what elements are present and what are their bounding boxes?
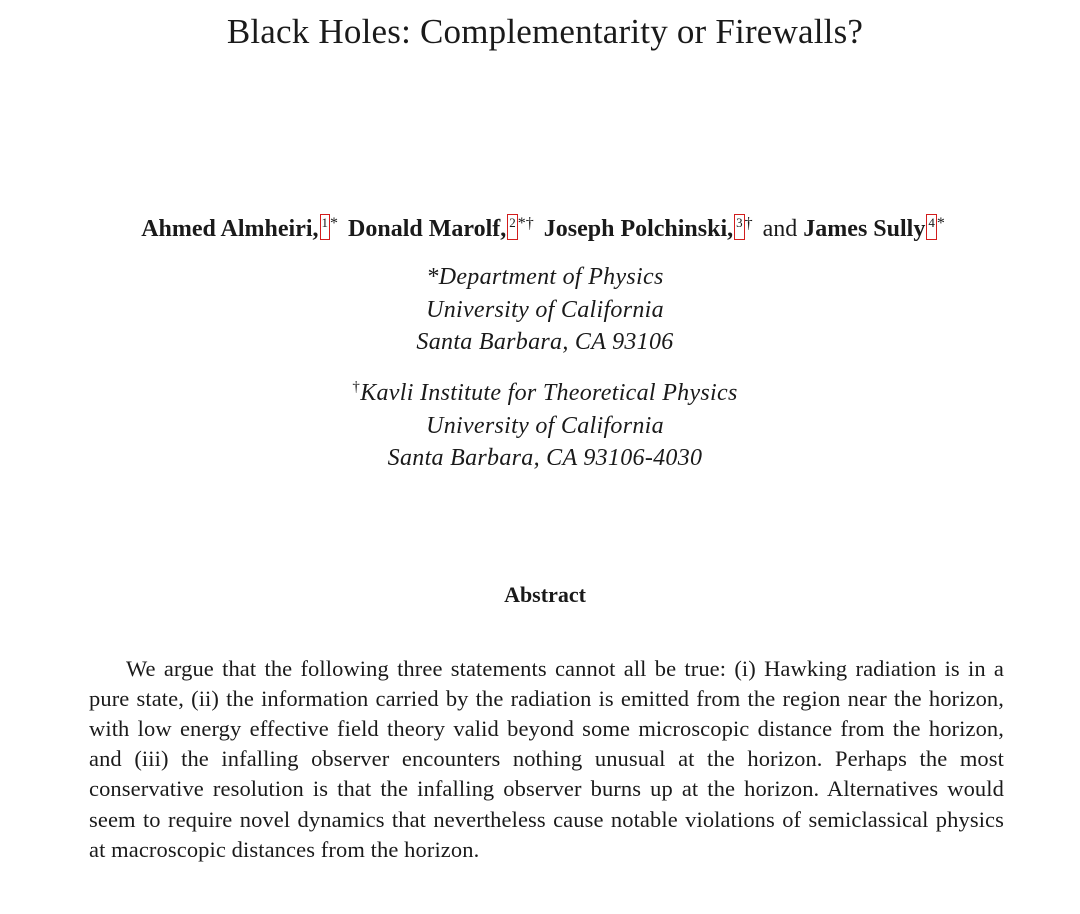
affiliation-line: Santa Barbara, CA 93106-4030 xyxy=(387,445,703,471)
affiliation-mark: *† xyxy=(517,215,534,232)
affiliation-line: University of California xyxy=(426,296,664,323)
affiliation-line: *Department of Physics xyxy=(426,264,664,290)
author-name: Ahmed Almheiri, xyxy=(141,216,319,242)
author-name: Donald Marolf, xyxy=(348,216,507,242)
abstract-text: We argue that the following three statements cannot all be true: (i) Hawking radiation is in a pure state, (ii) the information carried by the radiation is emitted from the region near the horizon, with low energy effective field theory valid beyond some microscopic distance from the horizon, and (iii) the infalling observer encounters nothing unusual at the horizon. Perhaps the most conservative resolution is that the infalling observer burns up at the horizon. Alternatives would seem to require novel dynamics that nevertheless cause notable violations of semiclassical physics at macroscopic distances from the horizon. xyxy=(89,655,1004,862)
affiliation-symbol: † xyxy=(352,379,361,395)
author-name: Joseph Polchinski, xyxy=(543,216,734,242)
abstract-heading: Abstract xyxy=(504,582,586,607)
footnote-link[interactable]: 4 xyxy=(926,214,937,240)
affiliation-mark: * xyxy=(330,215,339,232)
footnote-link[interactable]: 1 xyxy=(320,214,331,240)
author-conjunction: and xyxy=(762,216,798,242)
affiliation-block xyxy=(0,261,1080,359)
affiliation-line: †Kavli Institute for Theoretical Physics xyxy=(352,379,738,406)
author-name: James Sully xyxy=(803,216,926,242)
affiliation-mark: * xyxy=(936,215,945,232)
affiliation-block xyxy=(0,371,1080,475)
paper-title: Black Holes: Complementarity or Firewalls? xyxy=(226,12,864,51)
affiliation-symbol: * xyxy=(426,264,439,290)
footnote-link[interactable]: 2 xyxy=(507,214,518,240)
affiliation-mark: † xyxy=(744,215,753,232)
affiliation-line: Santa Barbara, CA 93106 xyxy=(416,329,674,355)
author-list xyxy=(0,214,1080,243)
affiliation-line: University of California xyxy=(426,412,664,439)
footnote-link[interactable]: 3 xyxy=(734,214,745,240)
